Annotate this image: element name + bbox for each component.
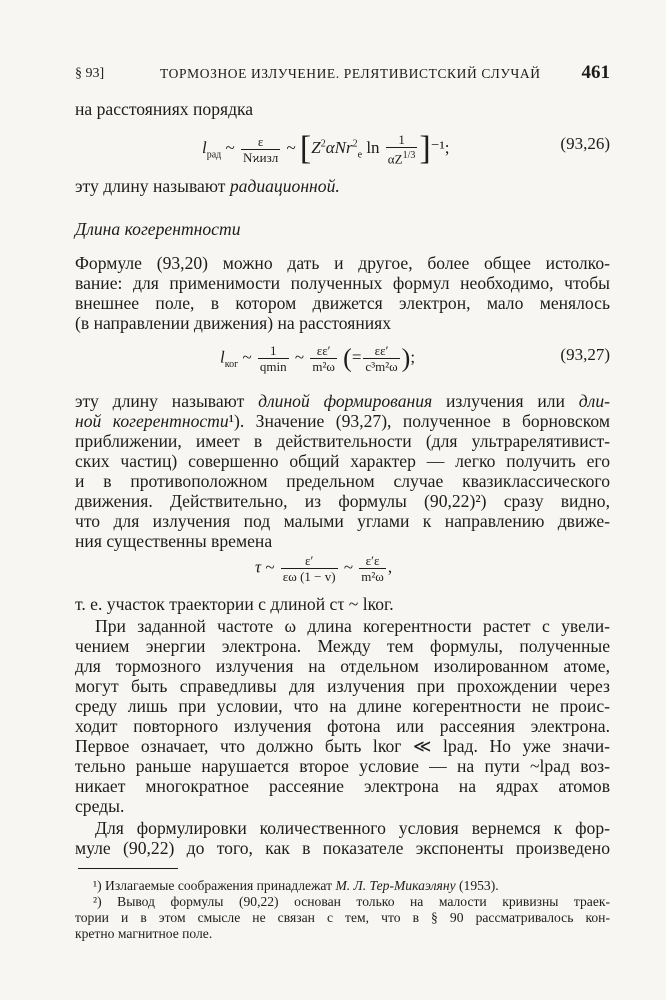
- eq-tail: ,: [387, 557, 393, 577]
- denominator: εω (1 − v): [282, 569, 336, 584]
- subheading: Длина когерентности: [75, 219, 241, 239]
- text-run: эту длину называют: [75, 176, 230, 196]
- text-line: муле (90,22) до того, как в показателе экспоненты произведено: [75, 838, 610, 858]
- eq-symbol: τ: [255, 557, 262, 577]
- numerator: 1: [258, 343, 289, 359]
- equation-number: (93,26): [560, 134, 610, 153]
- text-line: т. е. участок траектории с длиной cτ ~ lког.: [75, 594, 394, 614]
- text-line: среды.: [75, 796, 125, 816]
- eq-symbol: l: [220, 347, 225, 367]
- eq-subscript: e: [357, 149, 363, 161]
- footnote-rule: [78, 868, 178, 869]
- footnote-author: М. Л. Тер-Микаэляну: [335, 878, 456, 893]
- denominator: $\alpha Z^{1/3}$: [387, 150, 416, 167]
- footnote-text: (1953).: [455, 878, 499, 893]
- text-run: эту длину называют: [75, 391, 259, 411]
- numerator: ε′: [281, 553, 338, 569]
- denominator: Nϰизл: [242, 149, 279, 165]
- text-line: и в противоположном предельном случае квазиклассического: [75, 471, 610, 491]
- eq-operator: ~: [225, 138, 235, 158]
- fraction: [386, 132, 418, 166]
- denominator: m²ω: [312, 359, 335, 374]
- numerator: ε′ε: [359, 553, 386, 569]
- eq-symbol: l: [202, 138, 207, 158]
- numerator: 1: [386, 132, 418, 148]
- footnote-text: ¹) Излагаемые соображения принадлежат: [93, 878, 336, 893]
- fraction: [258, 343, 289, 374]
- eq-subscript: ког: [224, 358, 239, 370]
- numerator: ε: [241, 134, 280, 150]
- text-line: (в направлении движения) на расстояниях: [75, 313, 392, 333]
- text-line: на расстояниях порядка: [75, 99, 254, 119]
- text-run: излучения или: [432, 391, 579, 411]
- text-line: [75, 391, 610, 411]
- bracket: [: [299, 130, 312, 168]
- text-line: При заданной частоте ω длина когерентности растет с увели-: [95, 616, 610, 636]
- italic-term: радиационной.: [229, 176, 340, 196]
- text-line: чением энергии электрона. Между тем формулы, полученные: [75, 636, 610, 656]
- equation-number: (93,27): [560, 345, 610, 364]
- numerator: εε′: [310, 343, 337, 359]
- italic-term: ной когерентности: [75, 411, 229, 431]
- text-line: Формуле (93,20) можно дать и другое, более общее истолко-: [75, 253, 610, 273]
- text-line: Для формулировки количественного условия вернемся к фор-: [95, 818, 610, 838]
- eq-symbol: Z: [311, 138, 321, 158]
- equation-93-26: $l_{рад}$ ~ $\frac{\varepsilon}{\text{Nϰизл}}$ ~ [$Z^2\alpha Nr^2_e$ ln $\frac{1}{\alpha Z^{1/3}}$ ]⁻¹; (93,26): [202, 130, 610, 168]
- running-title: ТОРМОЗНОЕ ИЗЛУЧЕНИЕ. РЕЛЯТИВИСТСКИЙ СЛУЧАЙ: [160, 66, 541, 81]
- eq-tail: ;: [410, 347, 416, 367]
- denominator: qmin: [259, 359, 287, 374]
- fraction: [241, 134, 280, 165]
- fraction: [281, 553, 338, 584]
- footnote-2-line: тории и в этом смысле не связан с тем, что в § 90 рассматривалось кон-: [75, 910, 610, 925]
- bracket: ]: [419, 130, 431, 168]
- equation-tau: τ ~ $\frac{\varepsilon'}{\varepsilon\omega (1 - v)}$ ~ $\frac{\varepsilon'\varepsilon}{\text{m²ω}}$ ,: [255, 553, 393, 584]
- section-marker: § 93]: [75, 66, 105, 81]
- footnote-2-line: кретно магнитное поле.: [75, 926, 213, 941]
- text-line: Первое означает, что должно быть lког ≪ lрад. Но уже значи-: [75, 736, 610, 756]
- numerator: εε′: [363, 343, 399, 359]
- text-line: могут быть справедливы для излучения при прохождении через: [75, 676, 610, 696]
- text-line: тельно раньше нарушается второе условие — на пути ~lрад воз-: [75, 756, 610, 776]
- text-line: для тормозного излучения на отдельном изолированном атоме,: [75, 656, 610, 676]
- eq-symbol: αNr: [325, 138, 353, 158]
- denominator: c³m²ω: [365, 359, 398, 374]
- text-line: ходит повторного излучения фотона или рассеяния электрона.: [75, 716, 610, 736]
- text-line: никает многократное рассеяние электрона на ядрах атомов: [75, 776, 610, 796]
- eq-tail: ⁻¹;: [430, 138, 450, 158]
- text-line: [75, 411, 610, 431]
- fraction: [363, 343, 399, 374]
- running-header: [75, 62, 610, 86]
- text-run: ¹). Значение (93,27), полученное в борновском: [228, 411, 610, 431]
- fraction: [359, 553, 386, 584]
- text-line: приближении, имеет в действительности (для ультрарелятивист-: [75, 431, 610, 451]
- eq-function: ln: [366, 138, 380, 158]
- footnote-2-line: ²) Вывод формулы (90,22) основан только на малости кривизны траек-: [93, 894, 610, 909]
- denominator: m²ω: [361, 569, 384, 584]
- footnote-1: [75, 878, 628, 894]
- italic-term: дли-: [578, 391, 610, 411]
- text-line: среду лишь при условии, что на длине когерентности не проис-: [75, 696, 610, 716]
- text-line: движения. Действительно, из формулы (90,22)²) сразу видно,: [75, 491, 610, 511]
- text-line: [75, 176, 610, 196]
- text-line: внешнее поле, в котором движется электрон, мало менялось: [75, 293, 610, 313]
- fraction: [310, 343, 337, 374]
- text-line: ния существенны времена: [75, 531, 273, 551]
- eq-subscript: рад: [206, 149, 222, 161]
- text-line: ских частиц) совершенно общий характер — легко получить его: [75, 451, 610, 471]
- text-line: вание: для применимости полученных формул необходимо, чтобы: [75, 273, 610, 293]
- italic-term: длиной формирования: [258, 391, 433, 411]
- page-number: 461: [581, 62, 610, 83]
- equation-93-27: $l_{ког}$ ~ $\frac{1}{qmin}$ ~ $\frac{\varepsilon\varepsilon'}{\text{m²ω}}$ (= $\frac{\varepsilon\varepsilon'}{\text{c³m²ω}}$ ); (93,27): [220, 343, 610, 374]
- denominator-text: αZ: [387, 151, 403, 167]
- text-line: что для излучения под малыми углами к направлению движе-: [75, 511, 610, 531]
